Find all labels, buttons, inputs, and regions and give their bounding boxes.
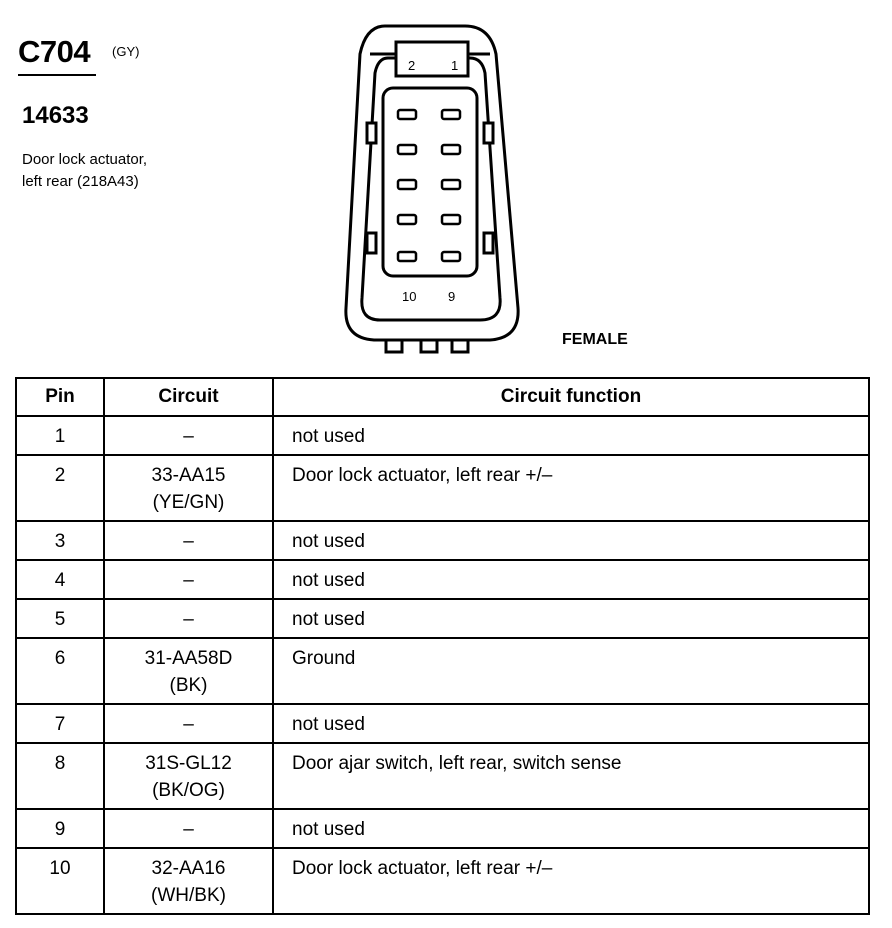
table-row	[16, 521, 869, 560]
circuit-cell	[104, 809, 273, 848]
pin-terminal	[442, 252, 460, 261]
function-cell: not used	[273, 560, 869, 599]
pin-cell: 2	[16, 455, 104, 521]
circuit-cell	[104, 455, 273, 521]
circuit-number: 32-AA16	[151, 858, 226, 879]
table-row	[16, 704, 869, 743]
function-cell: not used	[273, 809, 869, 848]
part-number: 14633	[22, 102, 89, 129]
function-cell: Door ajar switch, left rear, switch sense	[273, 743, 869, 809]
wire-color: (BK/OG)	[152, 780, 225, 801]
circuit-number: –	[183, 426, 194, 447]
pin-cell: 5	[16, 599, 104, 638]
table-row	[16, 638, 869, 704]
connector-gender-label: FEMALE	[562, 331, 628, 348]
pinout-table	[15, 377, 870, 915]
pin-terminal	[442, 215, 460, 224]
circuit-number: –	[183, 570, 194, 591]
function-cell: Door lock actuator, left rear +/–	[273, 455, 869, 521]
connector-foot	[452, 340, 468, 352]
function-cell: not used	[273, 416, 869, 455]
pin-terminal	[398, 110, 416, 119]
table-row	[16, 743, 869, 809]
circuit-cell	[104, 743, 273, 809]
circuit-number: –	[183, 714, 194, 735]
circuit-number: 33-AA15	[151, 465, 226, 486]
pin-cell: 9	[16, 809, 104, 848]
circuit-cell	[104, 704, 273, 743]
circuit-cell	[104, 638, 273, 704]
pin-terminal	[398, 145, 416, 154]
header-function: Circuit function	[273, 378, 869, 416]
pin-terminal	[398, 215, 416, 224]
function-cell: not used	[273, 521, 869, 560]
wire-color: (WH/BK)	[151, 885, 226, 906]
pin-label-1: 1	[451, 58, 459, 73]
connector-foot	[386, 340, 402, 352]
circuit-number: –	[183, 819, 194, 840]
circuit-cell	[104, 599, 273, 638]
side-tab	[367, 123, 376, 143]
pin-terminal	[442, 110, 460, 119]
connector-foot	[421, 340, 437, 352]
header-circuit: Circuit	[104, 378, 273, 416]
table-row	[16, 560, 869, 599]
pin-label-10: 10	[402, 289, 417, 304]
wire-color: (BK)	[169, 675, 208, 696]
table-row	[16, 416, 869, 455]
circuit-number: 31S-GL12	[145, 753, 232, 774]
circuit-cell	[104, 848, 273, 914]
pin-cell: 3	[16, 521, 104, 560]
function-cell: Ground	[273, 638, 869, 704]
circuit-number: –	[183, 531, 194, 552]
wire-color: (YE/GN)	[152, 492, 225, 513]
circuit-number: 31-AA58D	[144, 648, 233, 669]
pin-terminal	[398, 252, 416, 261]
table-row	[16, 848, 869, 914]
connector-face-diagram	[330, 18, 530, 360]
description-line-2: left rear (218A43)	[22, 173, 139, 190]
function-cell: not used	[273, 704, 869, 743]
function-cell: not used	[273, 599, 869, 638]
connector-id: C704	[18, 34, 91, 69]
pin-terminal	[442, 180, 460, 189]
pin-label-2: 2	[408, 58, 416, 73]
circuit-cell	[104, 521, 273, 560]
connector-id-underline	[18, 74, 96, 76]
pin-cell: 8	[16, 743, 104, 809]
pin-cell: 6	[16, 638, 104, 704]
table-header-row	[16, 378, 869, 416]
side-tab	[484, 233, 493, 253]
pin-cell: 10	[16, 848, 104, 914]
table-row	[16, 599, 869, 638]
pin-cell: 1	[16, 416, 104, 455]
header-pin: Pin	[16, 378, 104, 416]
table-row	[16, 455, 869, 521]
pin-terminal	[442, 145, 460, 154]
side-tab	[367, 233, 376, 253]
pin-terminal	[398, 180, 416, 189]
function-cell: Door lock actuator, left rear +/–	[273, 848, 869, 914]
circuit-cell	[104, 560, 273, 599]
side-tab	[484, 123, 493, 143]
pin-cell: 4	[16, 560, 104, 599]
pin-cell: 7	[16, 704, 104, 743]
circuit-cell	[104, 416, 273, 455]
description-line-1: Door lock actuator,	[22, 151, 148, 168]
table-row	[16, 809, 869, 848]
circuit-number: –	[183, 609, 194, 630]
connector-color-code: (GY)	[112, 44, 140, 59]
pin-label-9: 9	[448, 289, 456, 304]
